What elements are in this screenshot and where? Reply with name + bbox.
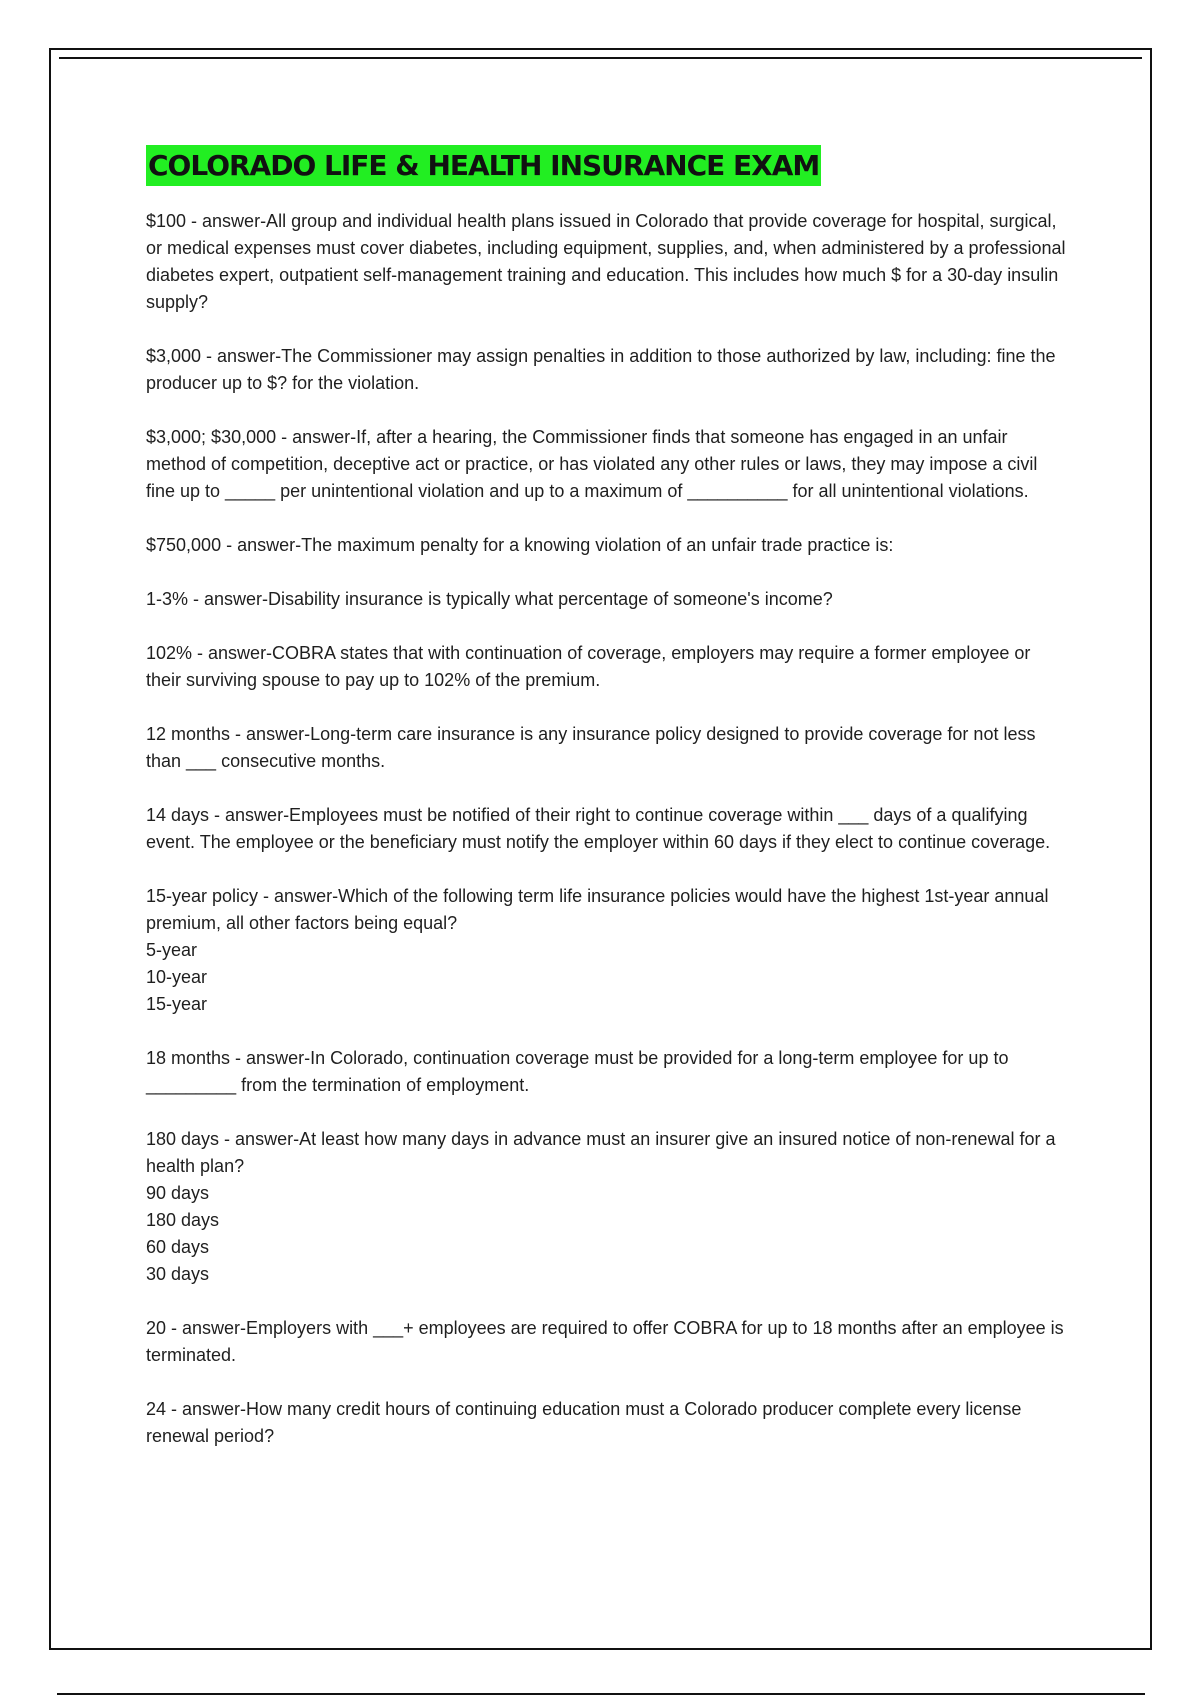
- bottom-rule: [57, 1693, 1145, 1695]
- answer-option: 5-year: [146, 940, 198, 960]
- qa-text: 12 months - answer-Long-term care insurance is any insurance policy designed to provide coverage for not less than ___ consecutive months.: [146, 724, 1036, 771]
- qa-item: [146, 802, 1066, 856]
- qa-text: $750,000 - answer-The maximum penalty for a knowing violation of an unfair trade practice is:: [146, 535, 894, 555]
- document-title: COLORADO LIFE & HEALTH INSURANCE EXAM: [146, 145, 821, 186]
- qa-text: 18 months - answer-In Colorado, continuation coverage must be provided for a long-term employee for up to _________ from the termination of employment.: [146, 1048, 1009, 1095]
- qa-item: [146, 1126, 1066, 1288]
- qa-text: 1-3% - answer-Disability insurance is typically what percentage of someone's income?: [146, 589, 833, 609]
- answer-option: 30 days: [146, 1264, 210, 1284]
- qa-text: 180 days - answer-At least how many days in advance must an insurer give an insured notice of non-renewal for a health plan?: [146, 1129, 1056, 1176]
- top-rule: [59, 57, 1142, 59]
- qa-item: [146, 1045, 1066, 1099]
- qa-text: 102% - answer-COBRA states that with continuation of coverage, employers may require a former employee or their surviving spouse to pay up to 102% of the premium.: [146, 643, 1031, 690]
- qa-item: [146, 343, 1066, 397]
- qa-text: 15-year policy - answer-Which of the following term life insurance policies would have the highest 1st-year annual premium, all other factors being equal?: [146, 886, 1049, 933]
- answer-option: 10-year: [146, 967, 208, 987]
- qa-item: [146, 532, 1066, 559]
- qa-item: [146, 883, 1066, 1018]
- qa-item: [146, 208, 1066, 316]
- qa-text: $3,000; $30,000 - answer-If, after a hearing, the Commissioner finds that someone has engaged in an unfair method of competition, deceptive act or practice, or has violated any other rules or laws, they may impose a civil fine up to _____ per unintentional violation and up to a maximum of __________ for all unintentional violations.: [146, 427, 1038, 501]
- answer-option: 180 days: [146, 1210, 220, 1230]
- qa-text: 14 days - answer-Employees must be notified of their right to continue coverage within ___ days of a qualifying event. The employee or the beneficiary must notify the employer within 60 days if they elect to continue coverage.: [146, 805, 1051, 852]
- qa-text: 24 - answer-How many credit hours of continuing education must a Colorado producer complete every license renewal period?: [146, 1399, 1022, 1446]
- qa-item: [146, 721, 1066, 775]
- qa-item: [146, 1315, 1066, 1369]
- answer-option: 90 days: [146, 1183, 210, 1203]
- document-body: [146, 145, 1066, 1477]
- qa-text: $100 - answer-All group and individual health plans issued in Colorado that provide coverage for hospital, surgical, or medical expenses must cover diabetes, including equipment, supplies, and, when administered by a professional diabetes expert, outpatient self-management training and education. This includes how much $ for a 30-day insulin supply?: [146, 211, 1066, 312]
- qa-item: [146, 640, 1066, 694]
- qa-item: [146, 586, 1066, 613]
- answer-option: 60 days: [146, 1237, 210, 1257]
- qa-text: 20 - answer-Employers with ___+ employees are required to offer COBRA for up to 18 months after an employee is terminated.: [146, 1318, 1064, 1365]
- qa-list: [146, 208, 1066, 1450]
- qa-text: $3,000 - answer-The Commissioner may assign penalties in addition to those authorized by law, including: fine the producer up to $? for the violation.: [146, 346, 1056, 393]
- qa-item: [146, 424, 1066, 505]
- answer-option: 15-year: [146, 994, 208, 1014]
- qa-item: [146, 1396, 1066, 1450]
